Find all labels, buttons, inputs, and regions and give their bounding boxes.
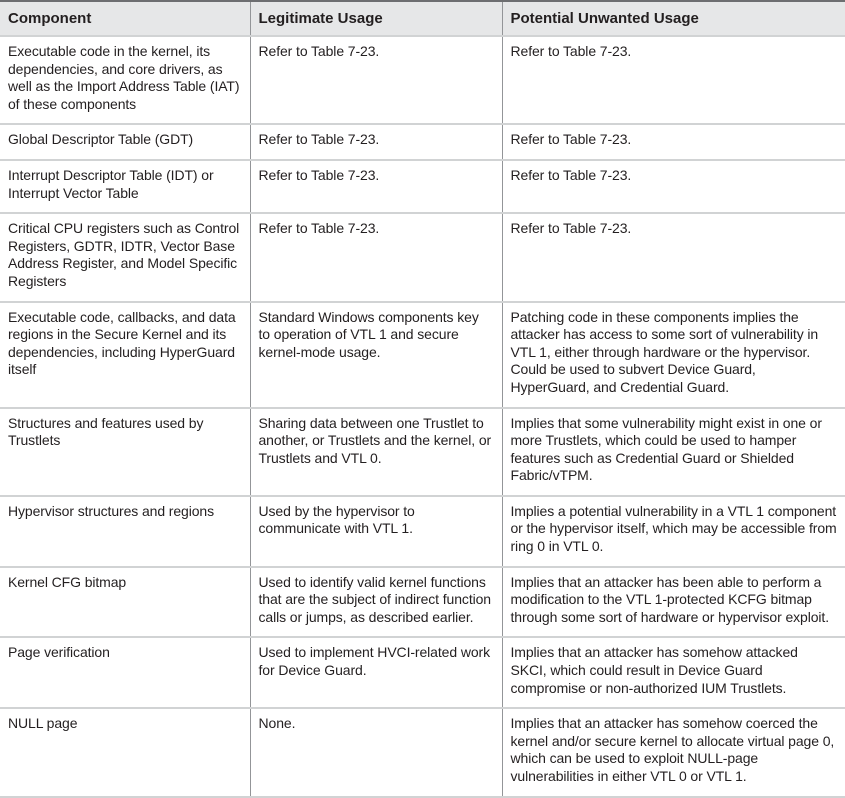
cell-unwanted-usage: Implies a potential vulnerability in a VTL 1 component or the hypervisor itself, which may be accessible from ring 0 in VTL 0. — [502, 496, 845, 567]
cell-legitimate-usage: None. — [250, 708, 502, 796]
cell-legitimate-usage: Standard Windows components key to operation of VTL 1 and secure kernel-mode usage. — [250, 302, 502, 408]
cell-component: Kernel CFG bitmap — [0, 567, 250, 638]
cell-component: Critical CPU registers such as Control Registers, GDTR, IDTR, Vector Base Address Register, and Model Specific Registers — [0, 213, 250, 301]
cell-component: Global Descriptor Table (GDT) — [0, 124, 250, 160]
table-row — [0, 124, 845, 160]
cell-legitimate-usage: Used by the hypervisor to communicate with VTL 1. — [250, 496, 502, 567]
cell-unwanted-usage: Refer to Table 7-23. — [502, 160, 845, 213]
cell-component: NULL page — [0, 708, 250, 796]
table-row — [0, 496, 845, 567]
cell-legitimate-usage: Refer to Table 7-23. — [250, 36, 502, 124]
cell-unwanted-usage: Refer to Table 7-23. — [502, 36, 845, 124]
cell-component: Page verification — [0, 637, 250, 708]
cell-unwanted-usage: Refer to Table 7-23. — [502, 124, 845, 160]
cell-legitimate-usage: Used to implement HVCI-related work for Device Guard. — [250, 637, 502, 708]
table-row — [0, 302, 845, 408]
cell-unwanted-usage: Implies that an attacker has been able to perform a modification to the VTL 1-protected KCFG bitmap through some sort of hardware or hypervisor exploit. — [502, 567, 845, 638]
table-row — [0, 160, 845, 213]
header-legitimate-usage: Legitimate Usage — [250, 1, 502, 36]
cell-unwanted-usage: Patching code in these components implies the attacker has access to some sort of vulnerability in VTL 1, either through hardware or the hypervisor. Could be used to subvert Device Guard, HyperGuard, and Credential Guard. — [502, 302, 845, 408]
cell-legitimate-usage: Refer to Table 7-23. — [250, 124, 502, 160]
table-header — [0, 1, 845, 36]
cell-unwanted-usage: Implies that an attacker has somehow coerced the kernel and/or secure kernel to allocate virtual page 0, which can be used to exploit NULL-page vulnerabilities in either VTL 0 or VTL 1. — [502, 708, 845, 796]
table-body — [0, 36, 845, 797]
header-row — [0, 1, 845, 36]
cell-legitimate-usage: Sharing data between one Trustlet to another, or Trustlets and the kernel, or Trustlets and VTL 0. — [250, 408, 502, 496]
cell-component: Executable code in the kernel, its dependencies, and core drivers, as well as the Import Address Table (IAT) of these components — [8, 43, 240, 112]
table-row — [0, 36, 845, 124]
cell-unwanted-usage: Implies that some vulnerability might exist in one or more Trustlets, which could be used to hamper features such as Credential Guard or Shielded Fabric/vTPM. — [502, 408, 845, 496]
cell-legitimate-usage: Used to identify valid kernel functions that are the subject of indirect function calls or jumps, as described earlier. — [250, 567, 502, 638]
cell-unwanted-usage: Refer to Table 7-23. — [502, 213, 845, 301]
cell-component: Hypervisor structures and regions — [0, 496, 250, 567]
header-potential-unwanted-usage: Potential Unwanted Usage — [502, 1, 845, 36]
table-row — [0, 213, 845, 301]
table-row — [0, 708, 845, 796]
cell-legitimate-usage: Refer to Table 7-23. — [250, 213, 502, 301]
cell-component: Structures and features used by Trustlets — [0, 408, 250, 496]
cell-component: Interrupt Descriptor Table (IDT) or Interrupt Vector Table — [0, 160, 250, 213]
cell-component: Executable code, callbacks, and data regions in the Secure Kernel and its dependencies, including HyperGuard itself — [0, 302, 250, 408]
table-row — [0, 637, 845, 708]
table-row — [0, 408, 845, 496]
table-row — [0, 567, 845, 638]
cell-unwanted-usage: Implies that an attacker has somehow attacked SKCI, which could result in Device Guard compromise or non-authorized IUM Trustlets. — [502, 637, 845, 708]
header-component: Component — [0, 1, 250, 36]
cell-legitimate-usage: Refer to Table 7-23. — [250, 160, 502, 213]
